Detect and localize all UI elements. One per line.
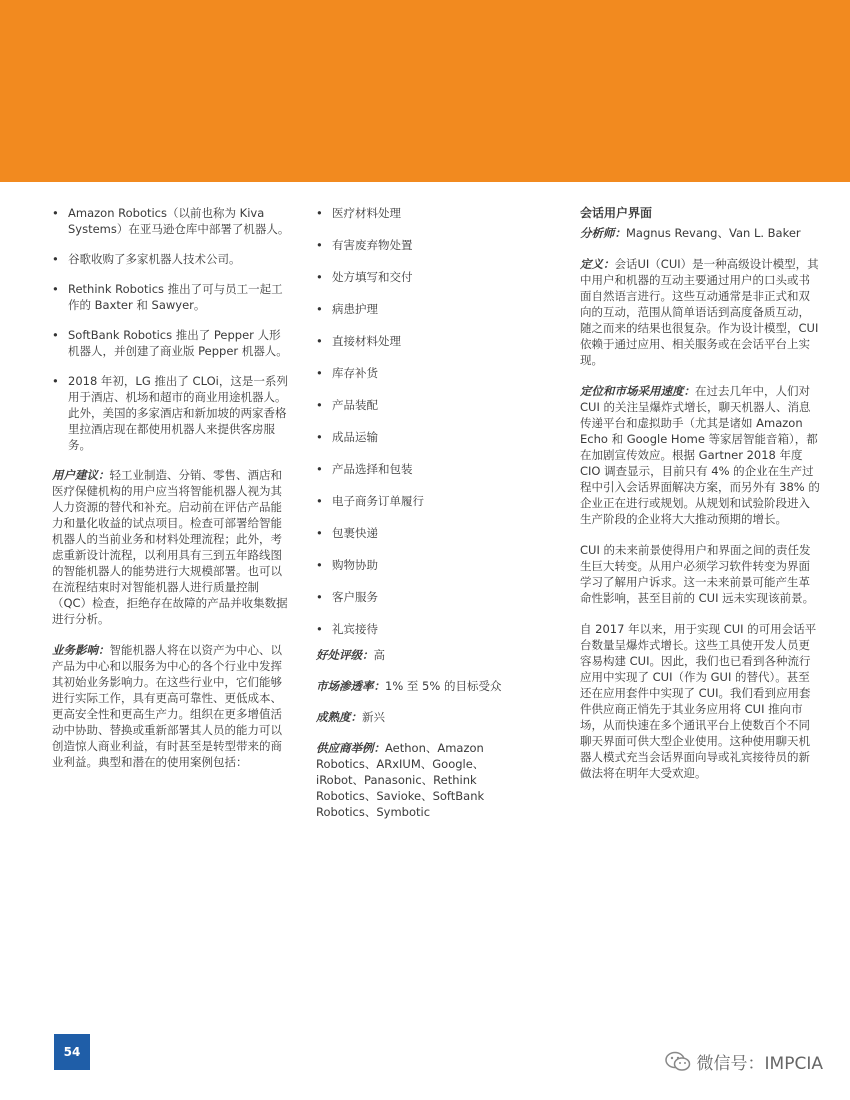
position-paragraph	[580, 383, 820, 527]
wechat-icon	[665, 1051, 691, 1073]
sample-vendors-label: 供应商举例：	[316, 741, 385, 755]
list-item: • 产品选择和包装	[316, 461, 528, 493]
list-item: • SoftBank Robotics 推出了 Pepper 人形机器人，并创建了商业版 Pepper 机器人。	[52, 327, 292, 359]
list-item: • 处方填写和交付	[316, 269, 528, 301]
position-text: 在过去几年中，人们对 CUI 的关注呈爆炸式增长，聊天机器人、消息传递平台和虚拟助手（尤其是诸如 Amazon Echo 和 Google Home 等家居智能音箱），都在加剧宣传效应。根据 Gartner 2018 年度 CIO 调查显示，目前只有 4% 的企业在生产过程中引入会话界面解决方案，而另外有 38% 的企业正在进行或规划。从规划和试验阶段进入生产阶段的企业将大大推动预期的增长。	[580, 384, 820, 526]
bullet-list-vendors	[52, 205, 292, 453]
platforms-paragraph: 自 2017 年以来，用于实现 CUI 的可用会话平台数量呈爆炸式增长。这些工具使开发人员更容易构建 CUI。因此，我们也已看到各种流行应用中实现了 CUI（作为 GUI 的替代）。甚至还在应用套件中实现了 CUI。我们看到应用套件供应商正悄先于其业务应用将 CUI 推向市场，从而快速在多个通讯平台上使数百个不同聊天界面可供大型企业使用。这种使用聊天机器人模式充当会话界面向导或礼宾接待员的新做法将在明年大受欢迎。	[580, 622, 817, 780]
list-item: • 2018 年初，LG 推出了 CLOi，这是一系列用于酒店、机场和超市的商业用途机器人。此外，美国的多家酒店和新加坡的两家香格里拉酒店现在都使用机器人来提供客房服务。	[52, 373, 292, 453]
bullet-list-use-cases	[316, 205, 528, 653]
benefit-rating-label: 好处评级：	[316, 648, 374, 662]
column-right	[580, 205, 820, 796]
maturity-label: 成熟度：	[316, 710, 362, 724]
list-item: • 客户服务	[316, 589, 528, 621]
market-penetration	[316, 678, 528, 694]
maturity	[316, 709, 528, 725]
business-impact-text: 智能机器人将在以资产为中心、以产品为中心和以服务为中心的各个行业中发挥其初始业务影响力。在这些行业中，它们能够进行实际工作，具有更高可靠性、更低成本、更高安全性和更高生产力。组织在更多增值活动中协助、替换或重新部署其人员的能力可以创造惊人商业利益，有时甚至是转型带来的商业利益。典型和潜在的使用案例包括：	[52, 643, 282, 769]
analyst-value: Magnus Revang、Van L. Baker	[626, 226, 801, 240]
business-impact-label: 业务影响：	[52, 643, 110, 657]
market-penetration-value: 1% 至 5% 的目标受众	[385, 679, 502, 693]
list-item: • 谷歌收购了多家机器人技术公司。	[52, 251, 292, 267]
definition-label: 定义：	[580, 257, 615, 271]
list-item: • 直接材料处理	[316, 333, 528, 365]
column-left	[52, 205, 292, 785]
header-banner	[0, 0, 850, 182]
page-number: 54	[54, 1034, 90, 1070]
user-advice-text: 轻工业制造、分销、零售、酒店和医疗保健机构的用户应当将智能机器人视为其人力资源的替代和补充。启动前在评估产品能力和量化收益的试点项目。检查可部署给智能机器人的当前业务和材料处理流程；此外，考虑重新设计流程，以利用具有三到五年路线图的智能机器人的能势进行大规模部署。也可以在流程结束时对智能机器人进行质量控制（QC）检查，拒绝存在故障的产品并收集数据进行分析。	[52, 468, 288, 626]
wechat-watermark	[665, 1049, 823, 1074]
list-item: • 购物协助	[316, 557, 528, 589]
sample-vendors	[316, 740, 528, 820]
list-item: • Amazon Robotics（以前也称为 Kiva Systems）在亚马逊仓库中部署了机器人。	[52, 205, 292, 237]
position-label: 定位和市场采用速度：	[580, 384, 695, 398]
list-item: • 库存补货	[316, 365, 528, 397]
market-penetration-label: 市场渗透率：	[316, 679, 385, 693]
wechat-id-text: 微信号：IMPCIA	[696, 1054, 823, 1074]
analyst-line	[580, 225, 820, 241]
analyst-label: 分析师：	[580, 226, 626, 240]
benefit-rating-value: 高	[373, 648, 385, 662]
list-item: • 包裹快递	[316, 525, 528, 557]
list-item: • 产品装配	[316, 397, 528, 429]
list-item: • 病患护理	[316, 301, 528, 333]
list-item: • 礼宾接待	[316, 621, 528, 653]
user-advice-paragraph	[52, 467, 292, 627]
definition-paragraph	[580, 256, 820, 368]
list-item: • Rethink Robotics 推出了可与员工一起工作的 Baxter 和 Sawyer。	[52, 281, 292, 313]
business-impact-paragraph	[52, 642, 292, 770]
list-item: • 有害废弃物处置	[316, 237, 528, 269]
list-item: • 成品运输	[316, 429, 528, 461]
definition-text: 会话UI（CUI）是一种高级设计模型，其中用户和机器的互动主要通过用户的口头或书面自然语言进行。这些互动通常是非正式和双向的互动，范围从简单语话到高度备质互动，随之而来的结果也很复杂。作为设计模型，CUI 依赖于通过应用、相关服务或在会话平台上实现。	[580, 257, 819, 367]
user-advice-label: 用户建议：	[52, 468, 110, 482]
column-middle	[316, 205, 528, 835]
future-paragraph: CUI 的未来前景使得用户和界面之间的责任发生巨大转变。从用户必须学习软件转变为界面学习了解用户诉求。这一未来前景可能产生革命性影响，甚至目前的 CUI 远未实现该前景。	[580, 543, 815, 605]
section-title: 会话用户界面	[580, 206, 653, 220]
sample-vendors-value: Aethon、Amazon Robotics、ARxIUM、Google、iRobot、Panasonic、Rethink Robotics、Savioke、SoftBank Robotics、Symbotic	[316, 741, 485, 819]
maturity-value: 新兴	[362, 710, 385, 724]
list-item: • 医疗材料处理	[316, 205, 528, 237]
list-item: • 电子商务订单履行	[316, 493, 528, 525]
